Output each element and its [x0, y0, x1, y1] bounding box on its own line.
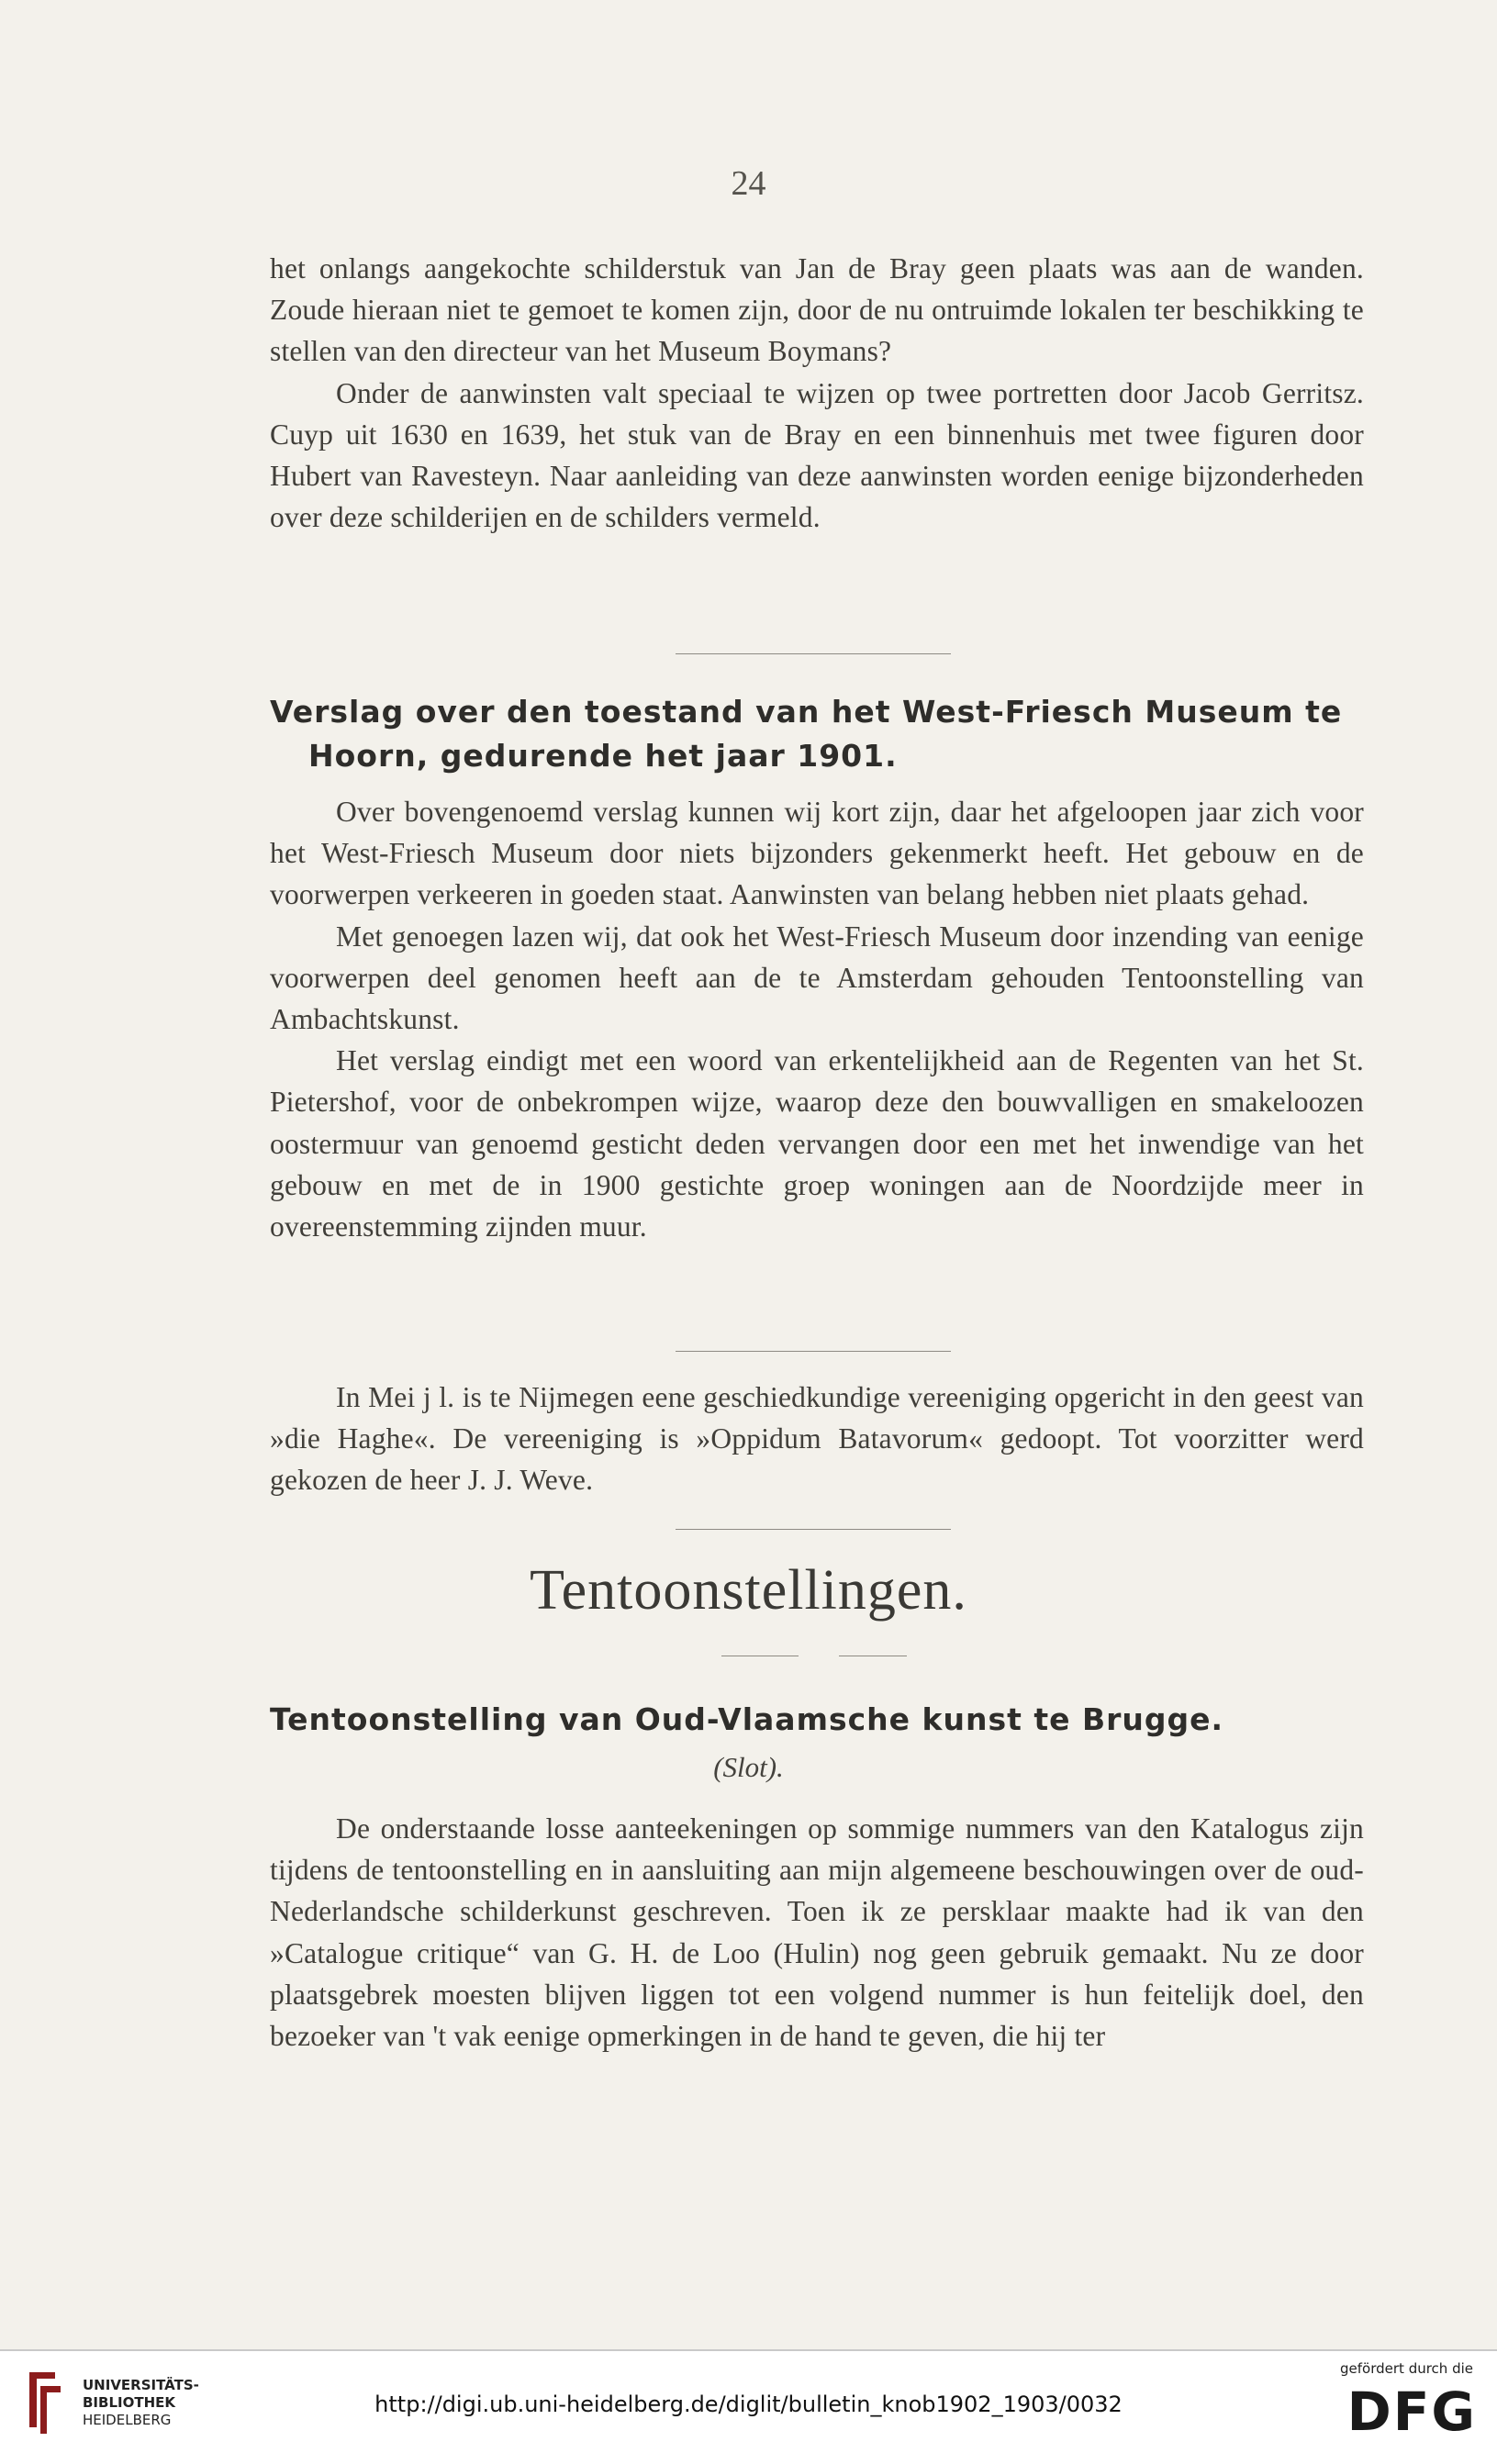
page-number: 24 — [731, 164, 766, 203]
text-block-hoorn — [270, 791, 1364, 1247]
text-block-top — [270, 248, 1364, 538]
paragraph: Over bovengenoemd verslag kunnen wij kort zijn, daar het afgeloopen jaar zich voor het West-Friesch Museum door niets bijzonders gekenmerkt heeft. Het gebouw en de voorwerpen verkeeren in goeden staat. Aanwinsten van belang hebben niet plaats gehad. — [270, 796, 1364, 911]
heading-line: Verslag over den toestand van het West-Friesch Museum te — [270, 694, 1343, 730]
dfg-logo: DFG — [1346, 2380, 1477, 2443]
paragraph: het onlangs aangekochte schilderstuk van Jan de Bray geen plaats was aan de wanden. Zoude hieraan niet te gemoet te komen zijn, door de nu ontruimde lokalen ter beschikking te stellen van den directeur van het Museum Boymans? — [270, 252, 1364, 368]
divider — [676, 1529, 951, 1530]
divider — [676, 653, 951, 654]
paragraph: Met genoegen lazen wij, dat ook het West-Friesch Museum door inzending van eenige voorwerpen deel genomen heeft aan de te Amsterdam gehouden Tentoonstelling van Ambachtskunst. — [270, 920, 1364, 1036]
paragraph: Het verslag eindigt met een woord van erkentelijkheid aan de Regenten van het St. Pietershof, voor de onbekrompen wijze, waarop deze den bouwvalligen en smakeloozen oostermuur van genoemd gesticht deden vervangen door een met het inwendige van het gebouw en met de in 1900 gestichte groep woningen aan de Noordzijde meer in overeenstemming zijnden muur. — [270, 1044, 1364, 1243]
paragraph: In Mei j l. is te Nijmegen eene geschiedkundige vereeniging opgericht in den geest van »die Haghe«. De vereeniging is »Oppidum Batavorum« gedoopt. Tot voorzitter werd gekozen de heer J. J. Weve. — [270, 1381, 1364, 1497]
section-heading-hoorn — [270, 690, 1364, 778]
section-title: Tentoonstellingen. — [530, 1559, 967, 1622]
divider — [676, 1351, 951, 1352]
text-block-nijmegen — [270, 1377, 1364, 1501]
continuation-label: (Slot). — [713, 1751, 784, 1783]
section-heading-brugge: Tentoonstelling van Oud-Vlaamsche kunst te Brugge. — [270, 1701, 1224, 1737]
library-name-line: HEIDELBERG — [83, 2412, 172, 2428]
paragraph: De onderstaande losse aanteekeningen op sommige nummers van den Katalogus zijn tijdens de tentoonstelling en in aansluiting aan mijn algemeene beschouwingen over de oud-Nederlandsche schilderkunst geschreven. Toen ik ze persklaar maakte had ik van den »Catalogue critique“ van G. H. de Loo (Hulin) nog geen gebruik gemaakt. Nu ze door plaatsgebrek moesten blijven liggen tot een volgend nummer is hun feitelijk doel, den bezoeker van 't vak eenige opmerkingen in de hand te geven, die hij ter — [270, 1812, 1364, 2053]
source-url-link[interactable]: http://digi.ub.uni-heidelberg.de/diglit/bulletin_knob1902_1903/0032 — [374, 2392, 1123, 2417]
heading-line: Hoorn, gedurende het jaar 1901. — [308, 738, 898, 774]
library-name-line: UNIVERSITÄTS- — [83, 2377, 199, 2393]
library-name-line: BIBLIOTHEK — [83, 2394, 175, 2411]
funded-by-label: gefördert durch die — [1340, 2360, 1473, 2377]
text-block-brugge — [270, 1808, 1364, 2057]
paragraph: Onder de aanwinsten valt speciaal te wijzen op twee portretten door Jacob Gerritsz. Cuyp uit 1630 en 1639, het stuk van de Bray en een binnenhuis met twee figuren door Hubert van Ravesteyn. Naar aanleiding van deze aanwinsten worden eenige bijzonderheden over deze schilderijen en de schilders vermeld. — [270, 376, 1364, 534]
